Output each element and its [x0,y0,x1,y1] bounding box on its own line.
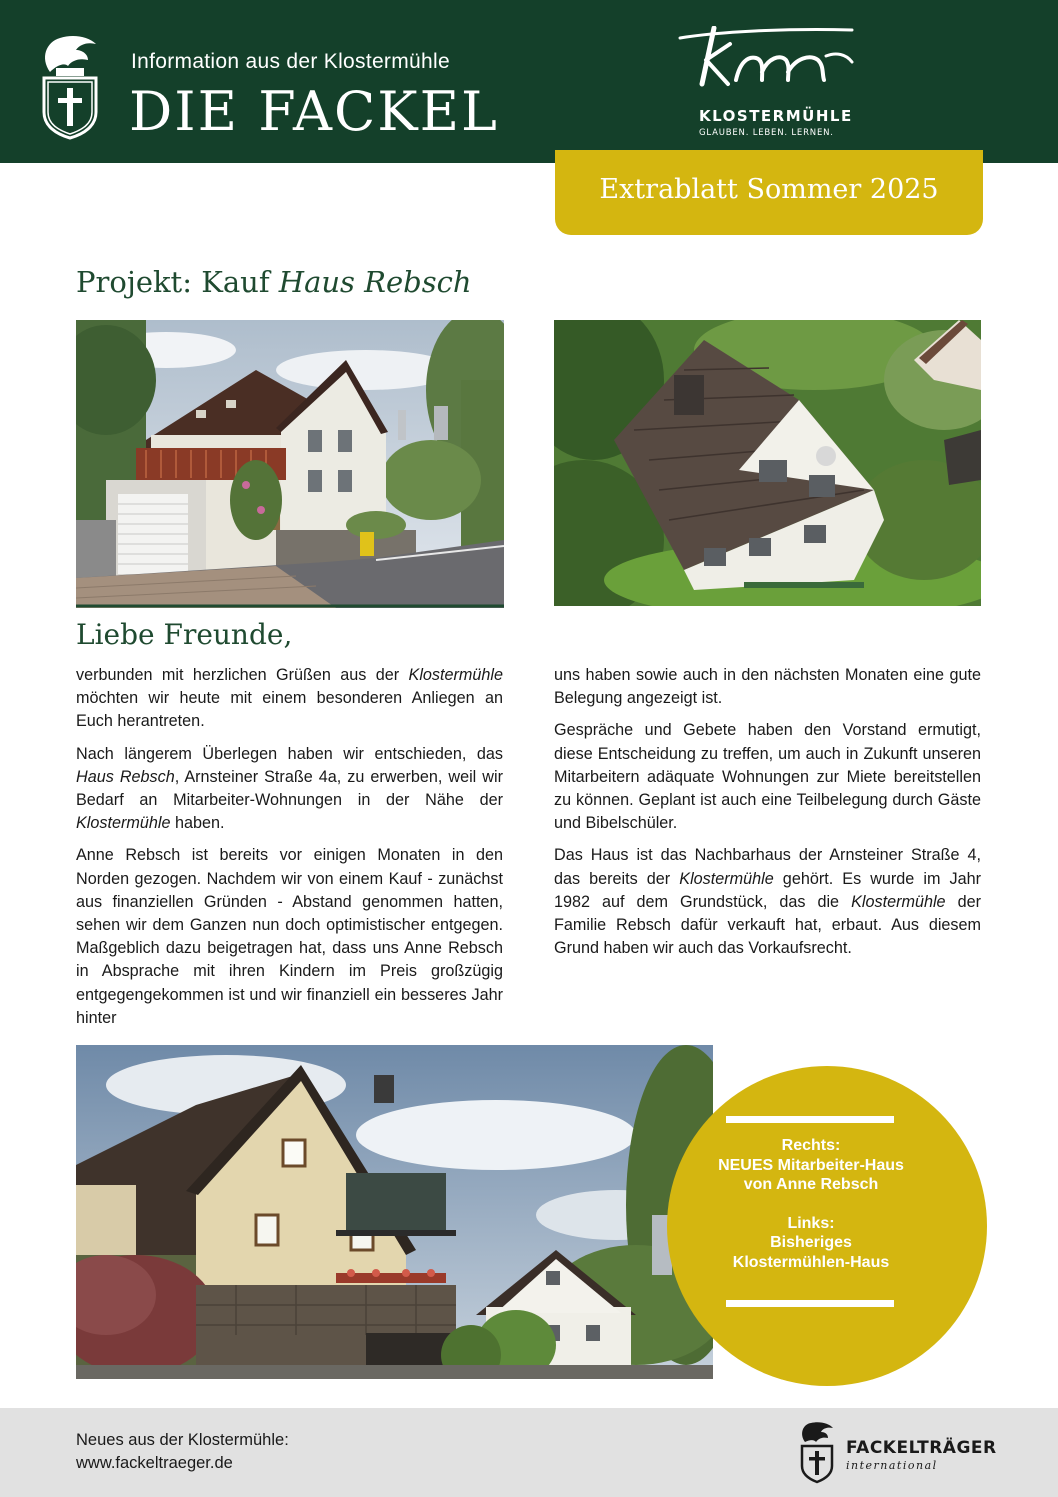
photo-caption [687,1136,935,1272]
footer-website-link[interactable]: www.fackeltraeger.de [76,1454,233,1472]
article-column-left [76,664,503,1039]
paragraph: Nach längerem Überlegen haben wir entschieden, das Haus Rebsch, Arnsteiner Straße 4a, zu erwerben, weil wir Bedarf an Mitarbeiter-Wohnungen in der Nähe der Klostermühle haben. [76,744,503,833]
klostermuehle-logo-icon [676,26,856,88]
photo-caption-circle [667,1066,987,1386]
edition-banner-text: Extrablatt Sommer 2025 [599,174,939,205]
fackeltraeger-logo-name: FACKELTRÄGER [846,1438,997,1458]
masthead [0,0,1058,163]
masthead-subtitle: Information aus der Klostermühle [131,50,450,73]
article-column-right [554,664,981,969]
fackeltraeger-logo-sub: international [846,1459,938,1472]
caption-right-text: NEUES Mitarbeiter-Haus [718,1156,904,1174]
masthead-title: DIE FACKEL [129,80,499,143]
footer-line: Neues aus der Klostermühle: [76,1431,289,1449]
article-title-prefix: Projekt: Kauf [76,265,279,299]
caption-divider-bottom [726,1300,894,1307]
edition-banner [555,150,983,235]
article-title-emphasis: Haus Rebsch [278,265,472,299]
torch-crest-icon [36,32,104,140]
caption-left-text: Bisheriges [770,1234,852,1251]
caption-divider-top [726,1116,894,1123]
paragraph: Gespräche und Gebete haben den Vorstand ermutigt, diese Entscheidung zu treffen, um auch in Zukunft unseren Mitarbeitern adäquate Wohnungen zur Miete bereitstellen zu können. Geplant ist auch eine Teilbelegung durch Gäste und Bibelschüler. [554,721,981,833]
paragraph: uns haben sowie auch in den nächsten Monaten eine gute Belegung angezeigt ist. [554,666,981,708]
klostermuehle-logo-name: KLOSTERMÜHLE [699,107,853,125]
photo-house-street [76,320,504,608]
caption-left-text: Klostermühlen-Haus [732,1253,890,1271]
caption-right-text: von Anne Rebsch [743,1176,879,1193]
paragraph: Das Haus ist das Nachbarhaus der Arnsteiner Straße 4, das bereits der Klostermühle gehört. Es wurde im Jahr 1982 auf dem Grundstück, das die Klostermühle der Familie Rebsch dafür verkauft hat, erbaut. Aus diesem Grund haben wir auch das Vorkaufsrecht. [554,846,981,958]
caption-left-label: Links: [787,1214,835,1232]
footer [0,1408,1058,1497]
paragraph: Anne Rebsch ist bereits vor einigen Monaten in den Norden gezogen. Nachdem wir von einem Kauf - zunächst aus finanziellen Gründen - Abstand genommen hatten, sehen wir dem Ganzen nun doch optimistischer entgegen. Maßgeblich dazu beigetragen hat, dass uns Anne Rebsch in Absprache mit ihren Kindern im Preis großzügig entgegengekommen ist und wir finanziell ein besseres Jahr hinter [76,846,503,1027]
photo-house-aerial [554,320,981,606]
fackeltraeger-torch-icon [797,1420,837,1484]
klostermuehle-logo-slogan: GLAUBEN. LEBEN. LERNEN. [699,128,834,138]
photo-two-houses [76,1045,713,1379]
article-title [76,265,472,299]
letter-greeting: Liebe Freunde, [76,618,293,651]
caption-right-label: Rechts: [781,1137,841,1154]
paragraph: verbunden mit herzlichen Grüßen aus der Klostermühle möchten wir heute mit einem besonderen Anliegen an Euch herantreten. [76,666,503,731]
